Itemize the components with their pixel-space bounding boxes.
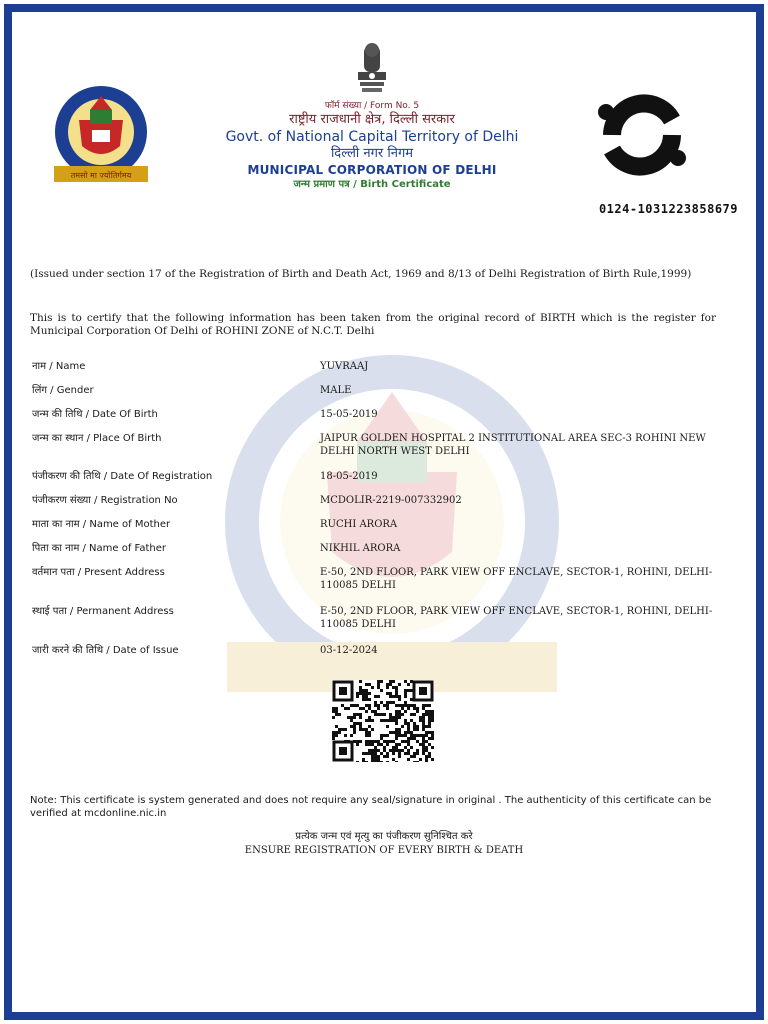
field-value: E-50, 2ND FLOOR, PARK VIEW OFF ENCLAVE, SECTOR-1, ROHINI, DELHI-110085 DELHI xyxy=(320,606,713,630)
field-value: MCDOLIR-2219-007332902 xyxy=(320,495,462,506)
field-value: YUVRAAJ xyxy=(320,361,369,372)
field-value: 18-05-2019 xyxy=(320,471,378,482)
field-value: MALE xyxy=(320,385,352,396)
qr-code xyxy=(332,680,434,762)
field-label: लिंग / Gender xyxy=(32,385,94,396)
certificate-title: जन्म प्रमाण पत्र / Birth Certificate xyxy=(293,179,451,190)
watermark-emblem xyxy=(207,352,577,712)
field-value: 15-05-2019 xyxy=(320,409,378,420)
certify-text: This is to certify that the following information has been taken from the original record of BIRTH which is the register for Municipal Corporation Of Delhi of ROHINI ZONE of N.C.T. Delhi xyxy=(30,312,716,337)
certificate-number: 0124-1031223858679 xyxy=(598,202,738,216)
field-value: NIKHIL ARORA xyxy=(320,543,401,554)
footer-english: ENSURE REGISTRATION OF EVERY BIRTH & DEATH xyxy=(244,845,524,856)
field-label: माता का नाम / Name of Mother xyxy=(32,519,171,530)
field-label: स्थाई पता / Permanent Address xyxy=(32,606,174,617)
hindi-govt-title: राष्ट्रीय राजधानी क्षेत्र, दिल्ली सरकार xyxy=(289,112,455,127)
field-label: जन्म की तिथि / Date Of Birth xyxy=(32,409,158,420)
field-label: पंजीकरण संख्या / Registration No xyxy=(32,495,178,506)
field-value: JAIPUR GOLDEN HOSPITAL 2 INSTITUTIONAL AREA SEC-3 ROHINI NEW DELHI NORTH WEST DELHI xyxy=(320,433,706,457)
mcd-title: MUNICIPAL CORPORATION OF DELHI xyxy=(247,163,497,177)
field-label: जारी करने की तिथि / Date of Issue xyxy=(32,645,179,656)
field-label: पंजीकरण की तिथि / Date Of Registration xyxy=(32,471,213,482)
govt-title: Govt. of National Capital Territory of Delhi xyxy=(225,129,519,145)
footer-hindi: प्रत्येक जन्म एवं मृत्यु का पंजीकरण सुनिश्चित करे xyxy=(295,831,473,842)
mcd-logo xyxy=(46,80,156,190)
field-value: RUCHI ARORA xyxy=(320,519,398,530)
form-number: फॉर्म संख्या / Form No. 5 xyxy=(324,101,420,111)
national-emblem-icon xyxy=(350,40,394,98)
field-label: वर्तमान पता / Present Address xyxy=(32,567,165,578)
note-text: Note: This certificate is system generated and does not require any seal/signature in original . The authenticity of this certificate can be verified at mcdonline.nic.in xyxy=(30,795,712,819)
field-label: पिता का नाम / Name of Father xyxy=(32,543,167,554)
field-label: नाम / Name xyxy=(32,361,86,372)
certificate-frame xyxy=(4,4,764,1020)
header-block xyxy=(192,100,552,192)
issued-under-text: (Issued under section 17 of the Registration of Birth and Death Act, 1969 and 8/13 of Delhi Registration of Birth Rule,1999) xyxy=(30,268,692,280)
logo-motto-text: तमसो मा ज्योतिर्गमय xyxy=(70,171,132,180)
swachh-logo-icon xyxy=(592,90,692,180)
hindi-mcd-title: दिल्ली नगर निगम xyxy=(330,146,414,161)
field-value: 03-12-2024 xyxy=(320,645,378,656)
field-value: E-50, 2ND FLOOR, PARK VIEW OFF ENCLAVE, SECTOR-1, ROHINI, DELHI-110085 DELHI xyxy=(320,567,713,591)
field-label: जन्म का स्थान / Place Of Birth xyxy=(32,433,162,444)
